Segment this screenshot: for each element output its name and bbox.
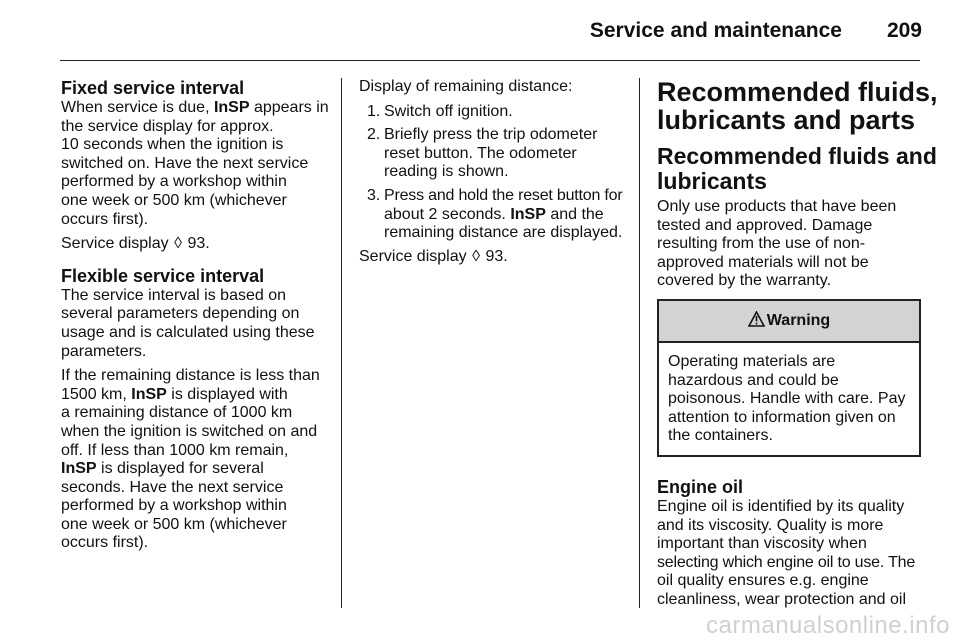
step-number: 2. [367, 126, 381, 144]
section-title [657, 77, 938, 135]
warning-body [659, 343, 919, 455]
text-line: Recommended fluids, [657, 77, 938, 107]
text-line: the service display for approx. [61, 117, 274, 135]
text-run: When service is due, [61, 99, 214, 116]
text-line: the containers. [668, 427, 773, 445]
text-line: hazardous and could be [668, 371, 839, 389]
watermark: carmanualsonline.info [706, 612, 950, 639]
text-line: seconds. Have the next service [61, 478, 284, 496]
text-line: covered by the warranty. [657, 272, 832, 290]
reference-page: 93. [481, 247, 508, 265]
text-run: 1500 km, [61, 385, 132, 403]
insp-label: InSP [61, 460, 97, 478]
text-line: resulting from the use of non- [657, 235, 866, 253]
engine-oil-heading: Engine oil [657, 476, 744, 497]
engine-oil-paragraph [657, 498, 925, 610]
warning-header [659, 301, 919, 343]
warning-icon [748, 311, 765, 327]
insp-label: InSP [510, 205, 546, 223]
column-1 [61, 78, 333, 559]
text-run: appears in [249, 99, 329, 116]
text-line: occurs first). [61, 210, 149, 228]
warning-title: Warning [766, 311, 831, 329]
text-line: attention to information given on [668, 408, 896, 426]
text-line: performed by a workshop within [61, 497, 287, 515]
text-line: oil quality ensures e.g. engine [657, 572, 869, 590]
step-number: 1. [367, 102, 381, 120]
service-display-reference[interactable] [61, 235, 333, 254]
warning-box [657, 299, 921, 457]
text-line: Switch off ignition. [384, 102, 513, 120]
text-line: lubricants [657, 168, 767, 194]
page-reference-icon: ◊ [174, 235, 182, 253]
insp-label: InSP [213, 99, 250, 116]
fixed-service-heading: Fixed service interval [61, 78, 245, 98]
products-paragraph [657, 198, 925, 291]
text-line: usage and is calculated using these [61, 323, 315, 341]
text-line: Recommended fluids and [657, 143, 937, 169]
reference-text: Service display [61, 235, 174, 253]
reference-text: Service display [359, 247, 472, 265]
text-line: Engine oil is identified by its quality [657, 497, 905, 515]
text-line: off. If less than 1000 km remain, [61, 441, 289, 459]
remaining-distance-intro: Display of remaining distance: [359, 78, 573, 95]
text-line: The service interval is based on [61, 286, 286, 304]
page-number: 209 [886, 19, 922, 42]
text-line: poisonous. Handle with care. Pay [668, 390, 906, 408]
fixed-service-paragraph [61, 99, 333, 229]
list-item [359, 126, 627, 182]
text-line: when the ignition is switched on and [61, 422, 318, 440]
text-run: is displayed with [166, 385, 288, 403]
text-line: several parameters depending on [61, 305, 300, 323]
text-run: is displayed for several [96, 460, 264, 478]
text-line: remaining distance are displayed. [384, 224, 623, 242]
text-line: If the remaining distance is less than [61, 367, 320, 385]
text-line: and its viscosity. Quality is more [657, 516, 884, 534]
reference-page: 93. [183, 235, 210, 253]
flexible-service-paragraph-2 [61, 367, 333, 553]
column-divider-2 [639, 78, 640, 608]
page-reference-icon: ◊ [472, 247, 480, 265]
column-divider-1 [341, 78, 342, 608]
text-line: reading is shown. [384, 163, 509, 181]
text-line: important than viscosity when [657, 535, 867, 553]
header-title: Service and maintenance [589, 19, 842, 42]
column-2 [359, 78, 627, 272]
text-line: occurs first). [61, 534, 149, 552]
text-line: tested and approved. Damage [657, 216, 873, 234]
flexible-service-heading: Flexible service interval [61, 265, 265, 286]
text-line: cleanliness, wear protection and oil [657, 590, 907, 608]
list-item [359, 103, 627, 122]
text-run: about 2 seconds. [384, 205, 511, 223]
text-line: reset button. The odometer [384, 144, 577, 162]
subsection-title [657, 143, 937, 194]
steps-list [359, 103, 627, 243]
text-line: Only use products that have been [657, 198, 897, 215]
service-display-reference[interactable] [359, 248, 627, 267]
text-line: one week or 500 km (whichever [61, 191, 287, 209]
page-header [0, 0, 960, 60]
text-line: switched on. Have the next service [61, 154, 309, 172]
text-line: lubricants and parts [657, 105, 916, 135]
text-run: and the [545, 205, 604, 223]
text-line: one week or 500 km (whichever [61, 515, 287, 533]
text-line: a remaining distance of 1000 km [61, 404, 293, 422]
text-line: Operating materials are [668, 352, 836, 370]
text-line: approved materials will not be [657, 253, 869, 271]
step-number: 3. [367, 186, 381, 204]
header-rule [60, 60, 920, 61]
text-line: selecting which engine oil to use. The [657, 553, 916, 571]
flexible-service-paragraph-1 [61, 287, 333, 361]
text-line: 10 seconds when the ignition is [61, 136, 284, 154]
text-line: parameters. [61, 342, 147, 360]
insp-label: InSP [131, 385, 167, 403]
column-3 [657, 77, 938, 616]
text-line: Press and hold the reset button for [384, 186, 623, 204]
text-line: Briefly press the trip odometer [384, 126, 598, 144]
list-item [359, 187, 627, 243]
text-line: performed by a workshop within [61, 173, 287, 191]
